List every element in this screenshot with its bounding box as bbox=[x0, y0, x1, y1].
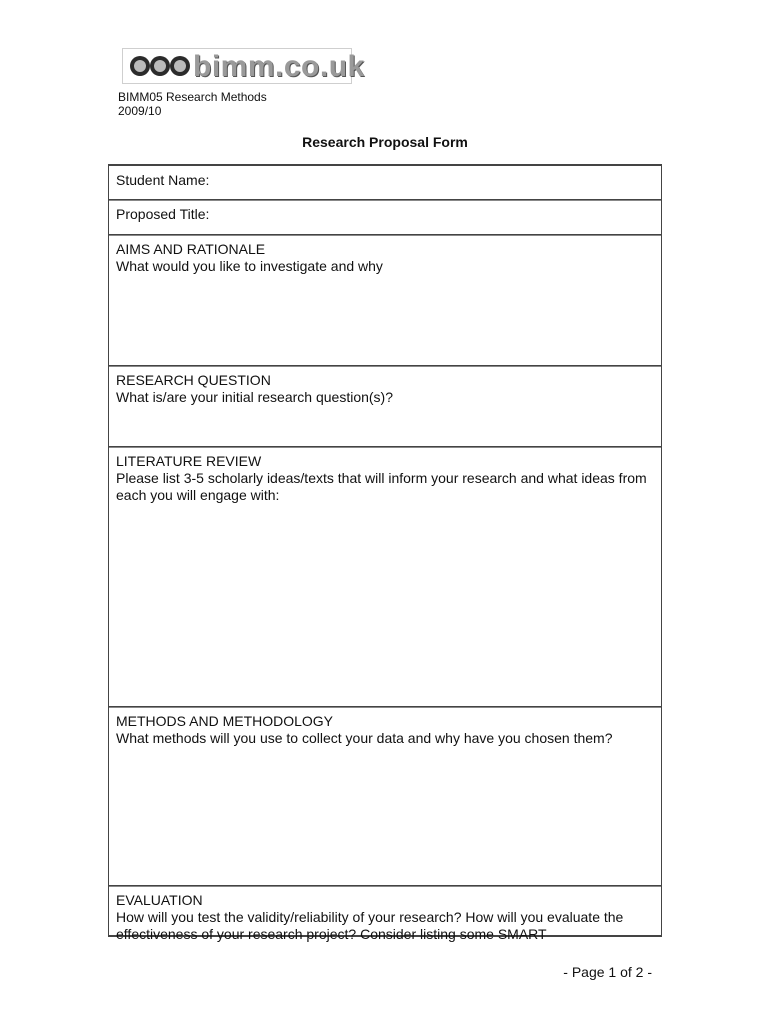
logo-heads-icon bbox=[129, 54, 191, 78]
bimm-logo bbox=[122, 48, 365, 84]
field-heading: EVALUATION bbox=[116, 892, 203, 908]
field-heading: LITERATURE REVIEW bbox=[116, 453, 262, 469]
field-heading: Student Name: bbox=[116, 172, 210, 188]
field-heading: AIMS AND RATIONALE bbox=[116, 241, 266, 257]
aims-rationale-field[interactable] bbox=[109, 234, 661, 365]
proposed-title-field[interactable] bbox=[109, 199, 661, 234]
field-prompt: What is/are your initial research question(s)? bbox=[116, 389, 394, 405]
form-title: Research Proposal Form bbox=[302, 134, 468, 150]
methods-methodology-field[interactable] bbox=[109, 706, 661, 885]
field-prompt: What would you like to investigate and why bbox=[116, 258, 383, 274]
course-info bbox=[118, 90, 267, 118]
field-heading: METHODS AND METHODOLOGY bbox=[116, 713, 334, 729]
field-prompt: How will you test the validity/reliability of your research? How will you evaluate the effectiveness of your research project? Consider listing some SMART bbox=[116, 909, 624, 942]
proposal-form-table bbox=[108, 164, 662, 942]
course-code: BIMM05 Research Methods bbox=[118, 90, 267, 104]
field-prompt: What methods will you use to collect your data and why have you chosen them? bbox=[116, 730, 613, 746]
logo-text: bimm.co.uk bbox=[193, 50, 365, 83]
research-question-field[interactable] bbox=[109, 365, 661, 446]
field-heading: Proposed Title: bbox=[116, 206, 210, 222]
field-heading: RESEARCH QUESTION bbox=[116, 372, 271, 388]
literature-review-field[interactable] bbox=[109, 446, 661, 706]
page-number: - Page 1 of 2 - bbox=[563, 964, 652, 980]
evaluation-field[interactable] bbox=[109, 885, 661, 942]
academic-year: 2009/10 bbox=[118, 104, 162, 118]
student-name-field[interactable] bbox=[109, 166, 661, 199]
field-prompt: Please list 3-5 scholarly ideas/texts that will inform your research and what ideas from each you will engage with: bbox=[116, 470, 647, 503]
